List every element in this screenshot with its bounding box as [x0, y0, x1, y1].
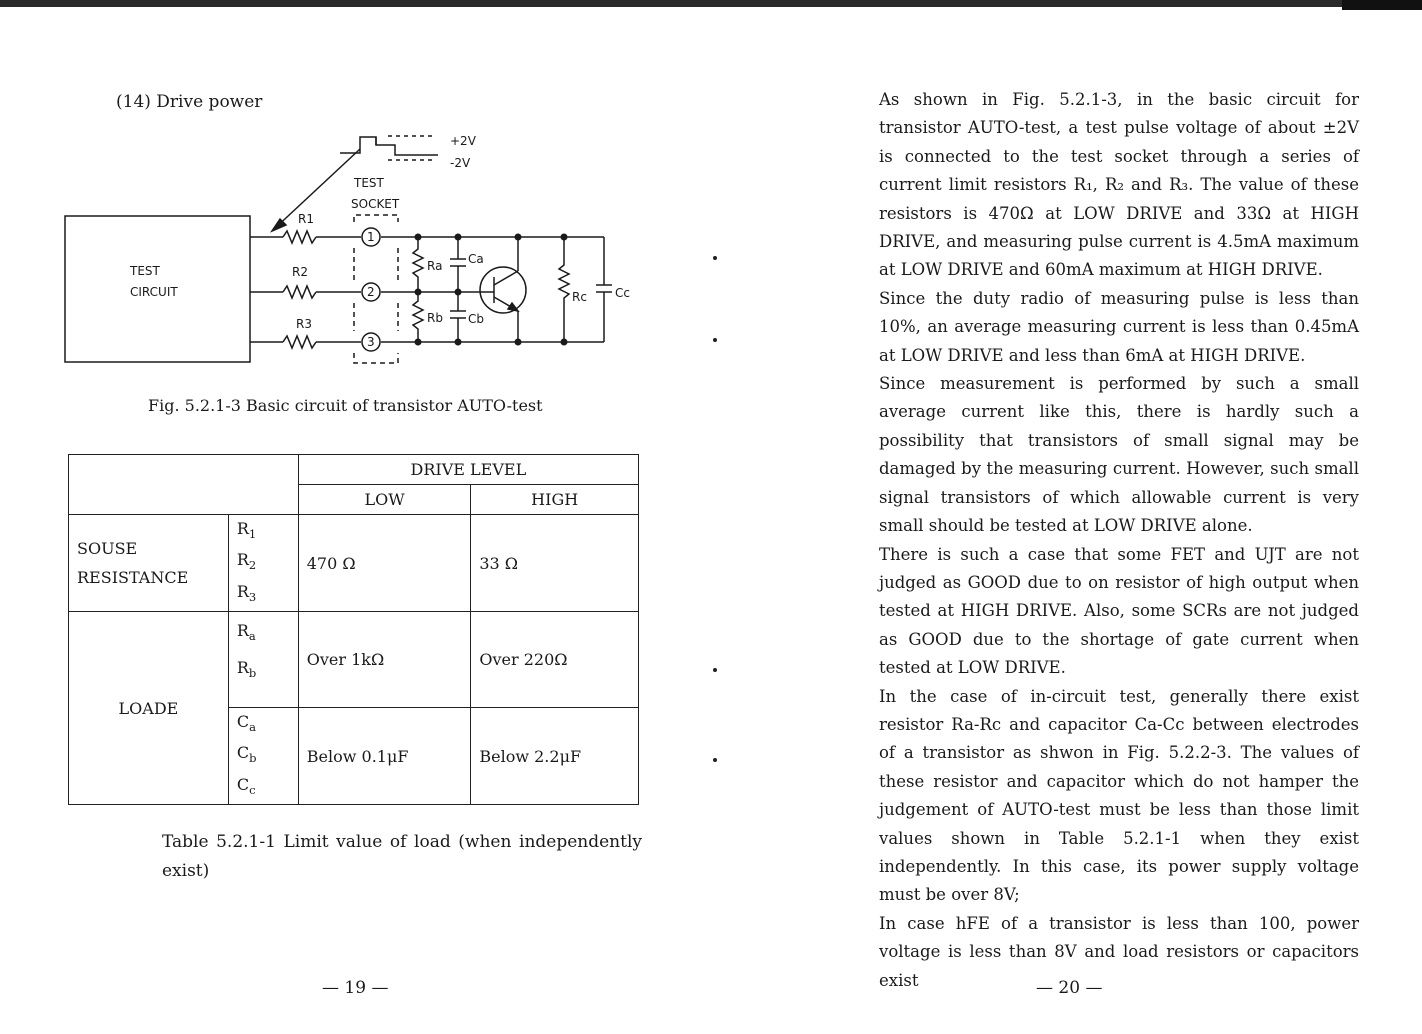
pulse-waveform: [340, 137, 438, 155]
resistance-low-value: 470 Ω: [298, 515, 471, 612]
voltage-minus-label: -2V: [450, 156, 471, 170]
rc-label: Rc: [572, 290, 587, 304]
souse-label-line2: RESISTANCE: [77, 568, 189, 587]
ca-label: Ca: [468, 252, 484, 266]
socket-label: SOCKET: [351, 197, 400, 211]
load-resistance-high-value: Over 220Ω: [471, 612, 639, 708]
resistor-symbols: [228, 515, 298, 612]
resistor-r2: [283, 286, 316, 298]
ca-symbol: $C_a$: [236, 712, 256, 735]
resistor-rb: [413, 292, 423, 342]
loade-label: LOADE: [69, 612, 229, 805]
terminal-2-label: 2: [367, 285, 375, 299]
souse-label-line1: SOUSE: [77, 539, 138, 558]
page-number-right: — 20 —: [1036, 978, 1103, 998]
r3-label: R3: [296, 317, 312, 331]
low-header: LOW: [298, 485, 471, 515]
section-heading: (14) Drive power: [116, 92, 263, 112]
rb-label: Rb: [427, 311, 443, 325]
capacitance-high-value: Below 2.2μF: [471, 708, 639, 805]
voltage-plus-label: +2V: [450, 134, 476, 148]
souse-resistance-label: [69, 515, 229, 612]
terminal-3-label: 3: [367, 335, 375, 349]
drive-level-header: DRIVE LEVEL: [298, 455, 638, 485]
limit-value-table: [68, 454, 639, 805]
figure-caption: Fig. 5.2.1-3 Basic circuit of transistor AUTO-test: [148, 396, 543, 415]
table-caption: Table 5.2.1-1 Limit value of load (when independently exist): [162, 832, 642, 881]
resistance-high-value: 33 Ω: [471, 515, 639, 612]
r2-label: R2: [292, 265, 308, 279]
page-number-left: — 19 —: [322, 978, 389, 998]
capacitor-symbols: [228, 708, 298, 805]
paragraph: There is such a case that some FET and UJT are not judged as GOOD due to on resistor of high output when tested at HIGH DRIVE. Also, some SCRs are not judged as GOOD due to the shortage of gate current when tested at LOW DRIVE.: [879, 544, 1359, 678]
cc-label: Cc: [615, 286, 630, 300]
ra-symbol: $R_a$: [236, 621, 256, 644]
paragraph: Since the duty radio of measuring pulse is less than 10%, an average measuring current is less than 0.45mA at LOW DRIVE and less than 6mA at HIGH DRIVE.: [879, 288, 1359, 365]
rb-symbol: $R_b$: [236, 658, 257, 681]
r1-symbol: $R_1$: [236, 519, 257, 542]
body-text: [879, 86, 1359, 995]
table-corner: [69, 455, 299, 515]
resistor-ra: [413, 237, 423, 292]
resistor-r1: [283, 231, 316, 243]
high-header: HIGH: [471, 485, 639, 515]
cb-symbol: $C_b$: [236, 743, 257, 766]
test-label: TEST: [354, 176, 384, 190]
paragraph: Since measurement is performed by such a small average current like this, there is hardly such a possibility that transistors of small signal may be damaged by the measuring current. However, such small signal transistors of which allowable current is very small should be tested at LOW DRIVE alone.: [879, 374, 1359, 536]
ra-label: Ra: [427, 259, 443, 273]
right-page: [711, 0, 1422, 1034]
cc-symbol: $C_c$: [236, 774, 256, 797]
cb-label: Cb: [468, 312, 484, 326]
load-resistor-symbols: [228, 612, 298, 708]
load-resistance-low-value: Over 1kΩ: [298, 612, 471, 708]
terminal-1-label: 1: [367, 230, 375, 244]
r3-symbol: $R_3$: [236, 581, 257, 604]
test-circuit-label-1: TEST: [130, 264, 160, 278]
transistor: [480, 267, 526, 313]
paragraph: As shown in Fig. 5.2.1-3, in the basic circuit for transistor AUTO-test, a test pulse voltage of about ±2V is connected to the test socket through a series of current limit resistors R₁, R₂ and R₃. The value of these resistors is 470Ω at LOW DRIVE and 33Ω at HIGH DRIVE, and measuring pulse current is 4.5mA maximum at LOW DRIVE and 60mA maximum at HIGH DRIVE.: [879, 90, 1359, 280]
circuit-diagram: [58, 125, 638, 375]
resistor-r3: [283, 336, 316, 348]
resistor-rc: [559, 237, 569, 342]
r2-symbol: $R_2$: [236, 550, 257, 573]
capacitance-low-value: Below 0.1μF: [298, 708, 471, 805]
r1-label: R1: [298, 212, 314, 226]
paragraph: In case hFE of a transistor is less than 100, power voltage is less than 8V and load resistors or capacitors exist: [879, 913, 1359, 990]
paragraph: In the case of in-circuit test, generally there exist resistor Ra-Rc and capacitor Ca-Cc between electrodes of a transistor as shwon in Fig. 5.2.2-3. The values of these resistor and capacitor which do not hamper the judgement of AUTO-test must be less than those limit values shown in Table 5.2.1-1 when they exist independently. In this case, its power supply voltage must be over 8V;: [879, 686, 1359, 905]
test-circuit-label-2: CIRCUIT: [130, 285, 178, 299]
signal-arrow: [272, 149, 360, 231]
